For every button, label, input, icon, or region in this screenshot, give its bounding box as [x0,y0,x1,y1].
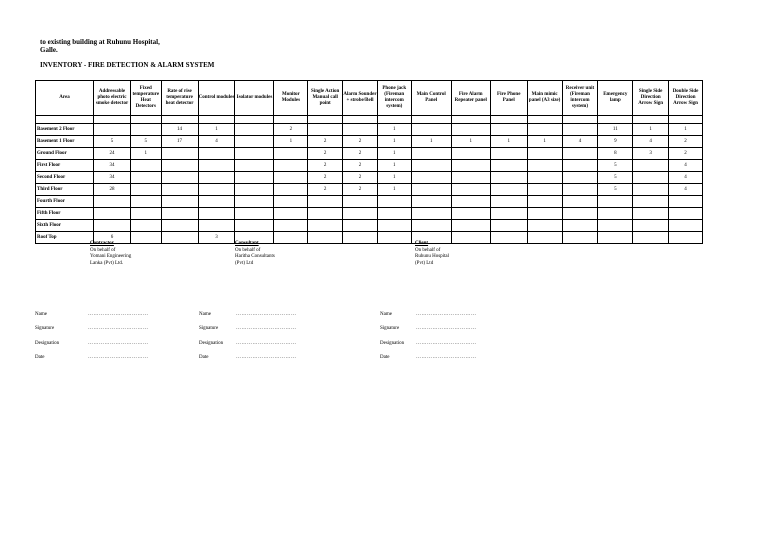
sign-field-blank: …………………………… [416,326,477,331]
table-cell [198,184,235,196]
table-cell: 5 [94,136,131,148]
table-cell: 1 [274,136,308,148]
sign-field-label: Signature [199,326,219,331]
table-cell: 1 [377,160,411,172]
table-cell [633,184,669,196]
table-cell [343,232,378,244]
table-cell: 3 [633,148,669,160]
spacer-cell [198,116,235,124]
signatory-role: Consultant [235,241,259,246]
table-cell [451,160,490,172]
column-header: Rate of rise temperature heat detector [161,81,198,116]
table-cell [490,124,527,136]
table-cell: 1 [130,148,161,160]
table-cell [274,148,308,160]
inventory-title: INVENTORY - FIRE DETECTION & ALARM SYSTEM [40,61,215,69]
table-cell [343,124,378,136]
table-cell [198,172,235,184]
table-cell [633,232,669,244]
column-header: Fixed temperature Heat Detectors [130,81,161,116]
table-cell [198,160,235,172]
area-cell: First Floor [36,160,94,172]
table-cell [130,220,161,232]
table-cell [669,196,703,208]
sign-field-blank: …………………………… [88,326,149,331]
sign-field-blank: …………………………… [416,355,477,360]
table-cell [562,148,598,160]
table-cell: 2 [343,184,378,196]
table-cell: 5 [598,184,633,196]
spacer-cell [598,116,633,124]
area-cell: Basement 2 Floor [36,124,94,136]
table-cell [411,160,451,172]
column-header: Main mimic panel (A3 size) [527,81,562,116]
table-cell: 1 [490,136,527,148]
table-cell [451,196,490,208]
table-cell [598,208,633,220]
column-header: Fire Phone Panel [490,81,527,116]
table-cell: 2 [669,148,703,160]
table-cell: 4 [669,184,703,196]
table-cell: 2 [343,136,378,148]
table-cell [161,196,198,208]
sign-field-label: Signature [35,326,55,331]
table-cell [161,148,198,160]
signatory-block [90,241,131,267]
table-cell: 2 [308,136,343,148]
table-cell: 34 [94,172,131,184]
table-cell: 4 [198,136,235,148]
table-cell: 4 [633,136,669,148]
table-cell: 1 [633,124,669,136]
table-cell [377,208,411,220]
area-cell: Second Floor [36,172,94,184]
sign-field-blank: …………………………… [236,341,297,346]
table-cell: 14 [161,124,198,136]
signatory-role: Client [415,241,429,246]
table-cell: 2 [308,160,343,172]
sign-field-blank: …………………………… [88,341,149,346]
table-cell: 28 [94,184,131,196]
sign-field-label: Date [35,355,45,360]
table-cell [377,232,411,244]
table-cell [411,184,451,196]
signatory-text: Lanka (Pvt) Ltd. [90,260,124,266]
table-cell [411,196,451,208]
signatory-text: (Pvt) Ltd [415,260,434,266]
table-cell [411,172,451,184]
table-cell [451,124,490,136]
table-cell [562,184,598,196]
table-cell [343,208,378,220]
table-cell [490,172,527,184]
table-cell [527,160,562,172]
table-cell [274,160,308,172]
table-cell [527,196,562,208]
area-cell: Roof Top [36,232,94,244]
table-cell [94,220,131,232]
column-header: Area [36,81,94,116]
table-cell: 4 [669,172,703,184]
table-cell: 8 [598,148,633,160]
table-cell [308,208,343,220]
sign-field-blank: …………………………… [416,312,477,317]
table-cell [161,172,198,184]
table-cell [198,196,235,208]
sign-field-label: Designation [35,341,60,346]
table-cell: 24 [94,148,131,160]
spacer-cell [633,116,669,124]
table-cell: 2 [308,172,343,184]
column-header: Addressable photo electric smoke detector [94,81,131,116]
table-cell [130,232,161,244]
table-cell [527,220,562,232]
table-cell [527,148,562,160]
table-cell [308,220,343,232]
table-cell [198,208,235,220]
table-cell: 5 [130,136,161,148]
table-cell: 1 [411,136,451,148]
table-cell [161,208,198,220]
table-cell: 1 [377,124,411,136]
spacer-cell [274,116,308,124]
column-header: Receiver unit (Fireman intercom system) [562,81,598,116]
table-cell [633,220,669,232]
table-cell [490,220,527,232]
table-cell [598,220,633,232]
table-cell: 4 [562,136,598,148]
table-cell [308,232,343,244]
column-header: Alarm Sounder + strobe/Bell [343,81,378,116]
table-row [36,160,703,172]
table-row [36,148,703,160]
inventory-table [35,80,703,244]
table-cell [490,196,527,208]
table-cell [274,220,308,232]
spacer-cell [308,116,343,124]
spacer-row [36,116,703,124]
table-cell: 2 [343,172,378,184]
table-cell: 2 [343,160,378,172]
signatory-role: Contractor [90,241,114,246]
table-cell [274,184,308,196]
table-cell [562,172,598,184]
table-cell: 34 [94,160,131,172]
signatory-text: (Pvt) Ltd [235,260,254,266]
table-cell [274,208,308,220]
table-cell: 1 [377,172,411,184]
sign-field-label: Signature [380,326,400,331]
table-cell [235,124,274,136]
sign-field-blank: …………………………… [236,326,297,331]
table-cell: 4 [669,160,703,172]
table-cell [562,220,598,232]
table-cell [527,124,562,136]
table-cell: 3 [198,232,235,244]
sign-field-blank: …………………………… [416,341,477,346]
table-cell [235,220,274,232]
table-cell [633,160,669,172]
table-cell [130,208,161,220]
table-cell: 2 [308,148,343,160]
spacer-cell [36,116,94,124]
area-cell: Sixth Floor [36,220,94,232]
table-cell [130,124,161,136]
spacer-cell [490,116,527,124]
table-cell [130,160,161,172]
table-cell [161,220,198,232]
table-cell: 1 [198,124,235,136]
table-cell [598,196,633,208]
table-cell [562,196,598,208]
table-row [36,172,703,184]
table-cell [130,172,161,184]
table-cell [669,208,703,220]
table-cell [527,208,562,220]
table-row [36,136,703,148]
table-cell [527,232,562,244]
table-cell: 9 [598,136,633,148]
signatory-text: Ruhunu Hospital [415,254,450,259]
table-cell [308,196,343,208]
sign-field-blank: …………………………… [88,312,149,317]
spacer-cell [669,116,703,124]
table-cell: 2 [343,148,378,160]
table-cell [161,232,198,244]
sign-field-label: Designation [199,341,224,346]
sign-field-label: Date [199,355,209,360]
table-cell [633,208,669,220]
sign-field-label: Date [380,355,390,360]
column-header: Fire Alarm Repeater panel [451,81,490,116]
table-cell [130,196,161,208]
table-cell: 1 [377,136,411,148]
spacer-cell [235,116,274,124]
table-cell: 1 [377,148,411,160]
column-header: Single Action Manual call point [308,81,343,116]
table-cell [235,184,274,196]
spacer-cell [411,116,451,124]
table-cell [451,232,490,244]
area-cell: Basement 1 Floor [36,136,94,148]
area-cell: Fourth Floor [36,196,94,208]
table-row [36,196,703,208]
table-cell [411,124,451,136]
table-cell [235,172,274,184]
column-header: Control modules [198,81,235,116]
table-cell: 5 [598,160,633,172]
table-cell: 17 [161,136,198,148]
table-cell [274,232,308,244]
table-cell [130,184,161,196]
table-cell [274,196,308,208]
column-header: Isolator modules [235,81,274,116]
project-title-line1: to existing building at Ruhunu Hospital, [40,38,160,46]
table-cell [235,196,274,208]
column-header: Monitor Modules [274,81,308,116]
sign-field-label: Name [199,312,211,317]
table-header-row [36,81,703,116]
table-cell [633,172,669,184]
table-row [36,232,703,244]
table-cell [633,196,669,208]
project-title-line2: Galle. [40,46,58,54]
table-cell [235,160,274,172]
spacer-cell [343,116,378,124]
table-cell [669,232,703,244]
table-cell [562,124,598,136]
table-row [36,208,703,220]
table-cell [490,208,527,220]
table-cell [490,232,527,244]
table-cell [343,220,378,232]
signatory-text: Haritha Consultants [235,254,275,259]
column-header: Emergency lamp [598,81,633,116]
table-cell [451,208,490,220]
table-row [36,220,703,232]
table-cell [94,208,131,220]
spacer-cell [562,116,598,124]
table-cell [411,148,451,160]
table-cell: 2 [669,136,703,148]
table-cell: 1 [669,124,703,136]
table-row [36,184,703,196]
table-cell [527,184,562,196]
table-cell: 5 [598,172,633,184]
sign-field-label: Name [35,312,47,317]
column-header: Single Side Direction Arrow Sign [633,81,669,116]
table-cell [235,148,274,160]
table-cell [451,220,490,232]
table-cell [490,160,527,172]
table-cell [161,184,198,196]
area-cell: Ground Floor [36,148,94,160]
sign-field-label: Designation [380,341,405,346]
spacer-cell [161,116,198,124]
table-cell [669,220,703,232]
table-cell [94,124,131,136]
sign-field-blank: …………………………… [236,312,297,317]
signatory-block [235,241,275,267]
table-cell: 6 [94,232,131,244]
signatory-text: On behalf of [90,247,116,253]
table-cell [377,196,411,208]
table-cell [198,148,235,160]
area-cell: Third Floor [36,184,94,196]
column-header: Main Control Panel [411,81,451,116]
spacer-cell [130,116,161,124]
table-cell [562,208,598,220]
table-cell [235,136,274,148]
column-header: Phone jack (Fireman intercom system) [377,81,411,116]
table-cell [411,220,451,232]
signatory-text: On behalf of [235,247,261,253]
table-body [36,116,703,244]
table-cell [527,172,562,184]
spacer-cell [451,116,490,124]
column-header: Double Side Direction Arrow Sign [669,81,703,116]
table-cell [490,184,527,196]
signatory-text: On behalf of [415,247,441,253]
table-cell [562,160,598,172]
table-cell: 11 [598,124,633,136]
spacer-cell [377,116,411,124]
table-cell [94,196,131,208]
table-cell [343,196,378,208]
area-cell: Fifth Floor [36,208,94,220]
table-cell [377,220,411,232]
sign-field-blank: …………………………… [88,355,149,360]
signatory-block [415,241,449,267]
signatory-text: Yomani Engineering [90,254,132,259]
table-cell [161,160,198,172]
table-cell [308,124,343,136]
table-cell [451,172,490,184]
sign-field-label: Name [380,312,392,317]
table-cell [235,208,274,220]
table-cell [274,172,308,184]
table-cell [411,208,451,220]
sign-field-blank: …………………………… [236,355,297,360]
table-cell [490,148,527,160]
table-cell [451,148,490,160]
table-cell [562,232,598,244]
table-row [36,124,703,136]
table-cell: 1 [451,136,490,148]
table-cell [598,232,633,244]
table-cell: 1 [377,184,411,196]
table-cell: 1 [527,136,562,148]
table-cell [198,220,235,232]
table-cell: 2 [274,124,308,136]
spacer-cell [94,116,131,124]
table-cell: 2 [308,184,343,196]
table-cell [451,184,490,196]
spacer-cell [527,116,562,124]
